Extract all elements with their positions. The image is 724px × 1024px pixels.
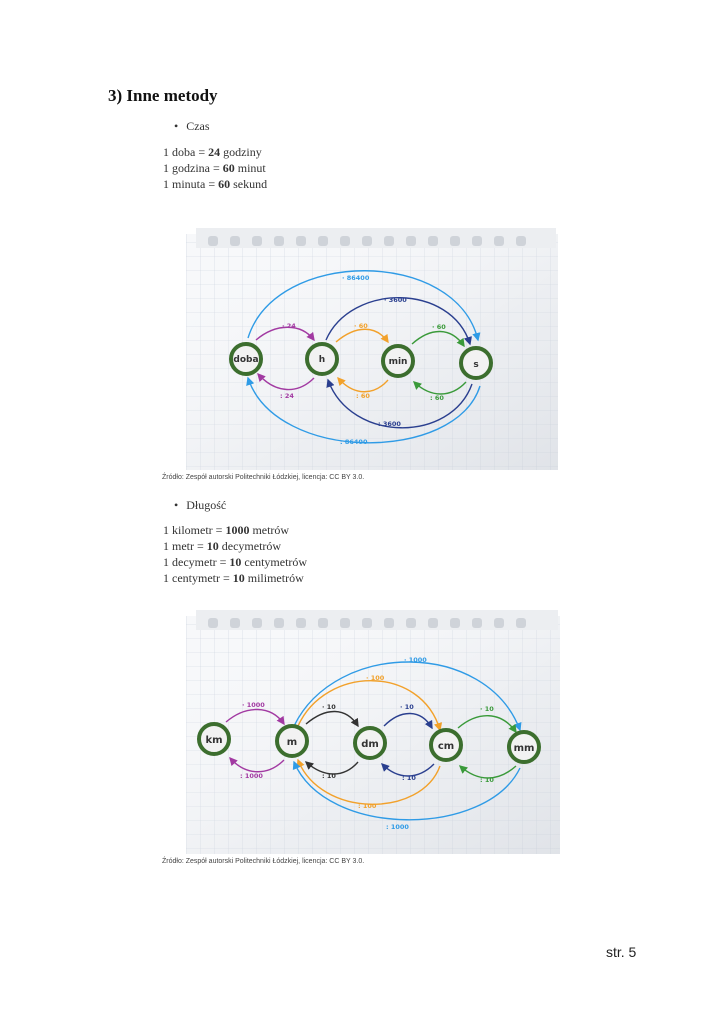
time-bullet: • Czas [174,119,210,134]
length-equation-1: 1 kilometr = 1000 metrów [163,523,290,537]
node-doba [231,344,261,374]
label-24-bottom: : 24 [280,392,294,400]
time-diagram [186,228,558,470]
node-dm [355,728,385,758]
spiral-holes [196,610,558,630]
node-m [277,726,307,756]
svg-text:m: m [286,737,298,748]
time-equation-3: 1 minuta = 60 sekund [163,177,268,191]
label-60-bottom-2: : 60 [430,394,444,402]
label-60-bottom-1: : 60 [356,392,370,400]
length-bullet: • Długość [174,498,226,513]
length-equations [163,522,307,586]
time-caption: Źródło: Zespół autorski Politechniki Łódzkiej, licencja: CC BY 3.0. [162,474,365,481]
length-equation-4: 1 centymetr = 10 milimetrów [163,571,304,585]
label-10-top-1: · 10 [322,703,336,711]
label-3600-top: · 3600 [384,296,407,304]
node-mm [509,732,539,762]
svg-text:km: km [205,735,223,746]
label-100-bottom: : 100 [358,802,377,810]
svg-text:dm: dm [361,739,379,750]
label-10-bottom-1: : 10 [322,772,336,780]
label-1000-km-bottom: : 1000 [240,772,263,780]
label-24-top: · 24 [282,322,296,330]
label-100-top: · 100 [366,674,385,682]
label-1000-km-top: · 1000 [242,701,265,709]
length-equation-3: 1 decymetr = 10 centymetrów [163,555,308,569]
label-86400-top: · 86400 [342,274,370,282]
label-60-top-2: · 60 [432,323,446,331]
time-equations [163,144,267,192]
length-diagram [186,610,560,854]
label-3600-bottom: : 3600 [378,420,401,428]
label-1000-bottom: : 1000 [386,823,409,831]
label-60-top-1: · 60 [354,322,368,330]
time-equation-2: 1 godzina = 60 minut [163,161,266,175]
svg-text:min: min [388,357,408,367]
node-s [461,348,491,378]
node-km [199,724,229,754]
spiral-holes [196,228,556,248]
time-equation-1: 1 doba = 24 godziny [163,145,262,159]
svg-text:doba: doba [233,355,259,365]
label-10-bottom-2: : 10 [402,774,416,782]
label-10-bottom-3: : 10 [480,776,494,784]
svg-text:s: s [473,360,479,370]
node-h [307,344,337,374]
node-min [383,346,413,376]
length-caption: Źródło: Zespół autorski Politechniki Łódzkiej, licencja: CC BY 3.0. [162,858,365,865]
label-10-top-3: · 10 [480,705,494,713]
label-86400-bottom: : 86400 [340,438,368,446]
node-cm [431,730,461,760]
svg-text:mm: mm [513,743,535,754]
page-number: str. 5 [606,944,637,960]
time-diagram-svg [186,228,558,470]
svg-text:cm: cm [437,741,455,752]
length-equation-2: 1 metr = 10 decymetrów [163,539,282,553]
section-heading: 3) Inne metody [108,86,218,105]
svg-text:h: h [318,355,326,365]
label-10-top-2: · 10 [400,703,414,711]
label-1000-top: · 1000 [404,656,427,664]
length-diagram-svg [186,610,560,854]
